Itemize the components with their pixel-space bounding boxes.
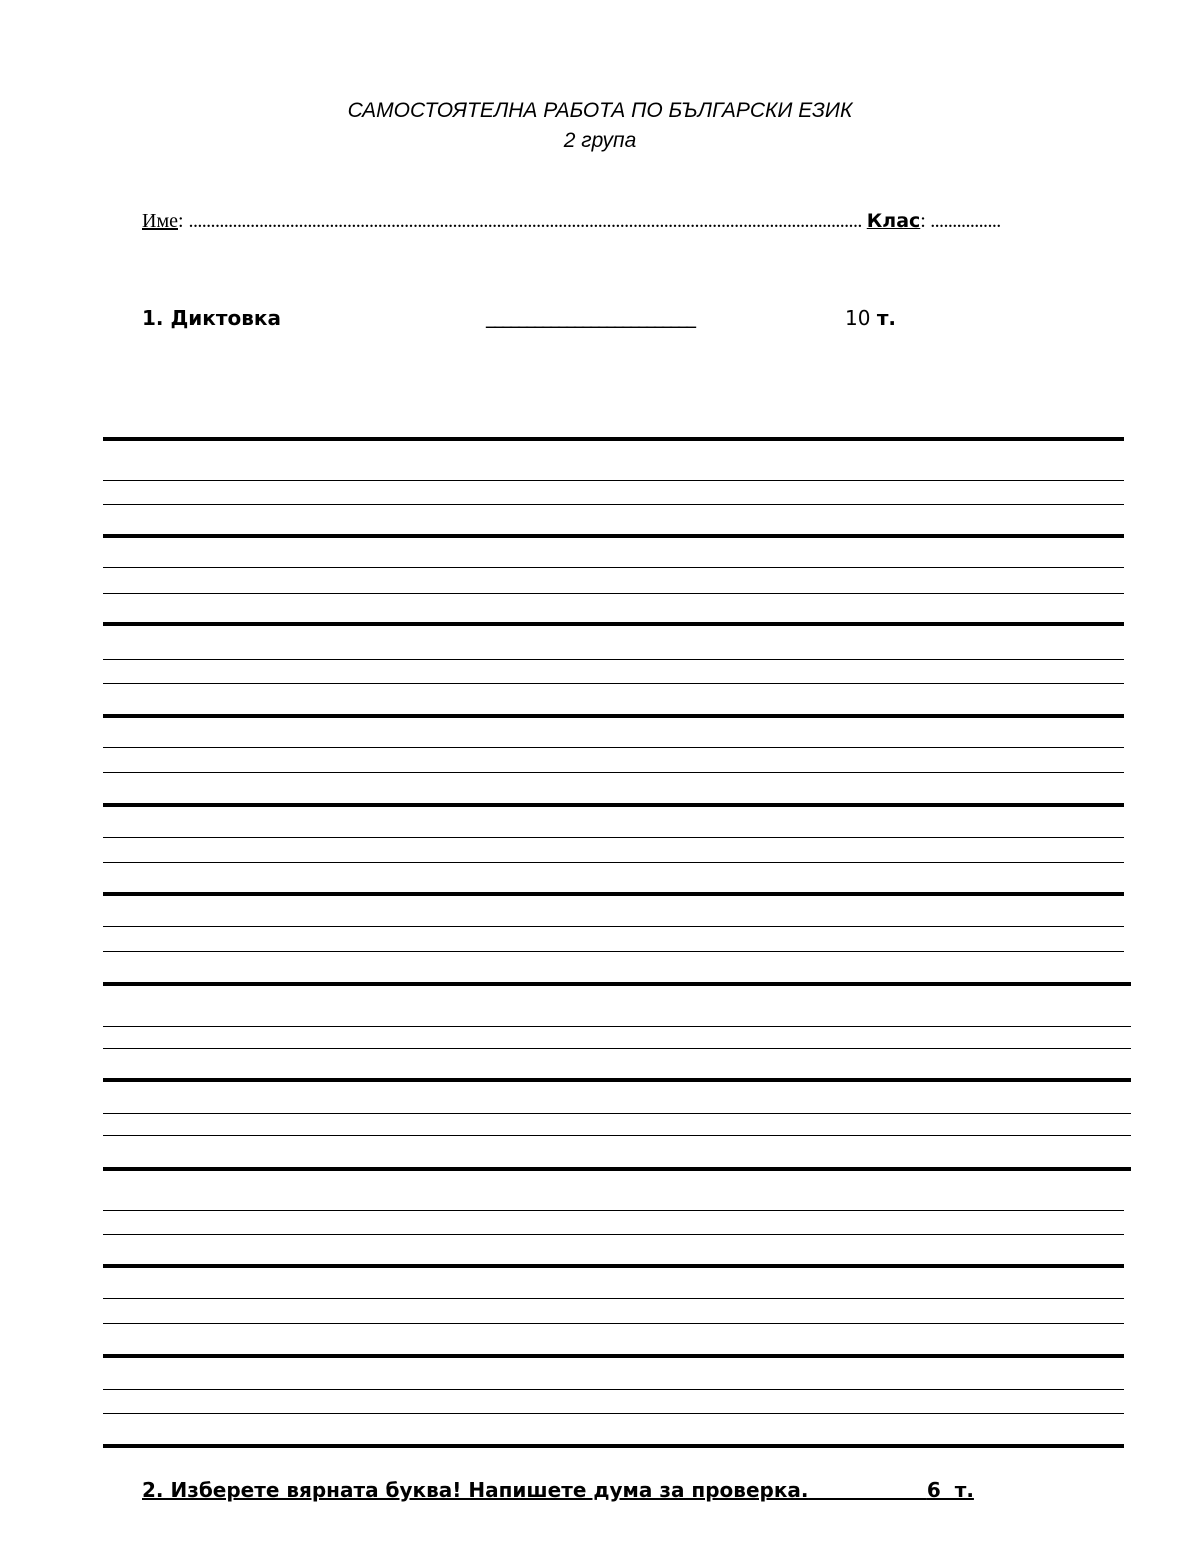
- writing-baseline-thick: [103, 622, 1124, 626]
- writing-guide-line: [103, 1135, 1131, 1136]
- writing-baseline-thick: [103, 437, 1124, 441]
- writing-baseline-thick: [103, 982, 1131, 986]
- writing-guide-line: [103, 1413, 1124, 1414]
- task2-gap: [809, 1478, 927, 1502]
- writing-guide-line: [103, 1389, 1124, 1390]
- task2-label: 2. Изберете вярната буква! Напишете дума за проверка.: [142, 1478, 809, 1502]
- class-label: Клас: [866, 210, 921, 232]
- writing-guide-line: [103, 1210, 1124, 1211]
- writing-baseline-thick: [103, 1167, 1131, 1171]
- task1-score-blank[interactable]: __________________________: [486, 304, 694, 328]
- task1-label: 1. Диктовка: [142, 306, 281, 330]
- task2-heading: [142, 1478, 974, 1502]
- writing-guide-line: [103, 1113, 1131, 1114]
- writing-guide-line: [103, 1048, 1131, 1049]
- writing-baseline-thick: [103, 892, 1124, 896]
- writing-guide-line: [103, 747, 1124, 748]
- writing-guide-line: [103, 567, 1124, 568]
- writing-guide-line: [103, 1026, 1131, 1027]
- name-colon: :: [177, 210, 184, 232]
- writing-baseline-thick: [103, 714, 1124, 718]
- writing-guide-line: [103, 1323, 1124, 1324]
- task2-points: 6 т.: [926, 1478, 974, 1502]
- writing-guide-line: [103, 837, 1124, 838]
- task1-points-value: 10: [845, 306, 871, 330]
- writing-baseline-thick: [103, 1354, 1124, 1358]
- writing-guide-line: [103, 593, 1124, 594]
- class-field[interactable]: ................: [925, 210, 1001, 232]
- writing-guide-line: [103, 504, 1124, 505]
- writing-baseline-thick: [103, 803, 1124, 807]
- writing-baseline-thick: [103, 1078, 1131, 1082]
- writing-guide-line: [103, 1298, 1124, 1299]
- writing-guide-line: [103, 480, 1124, 481]
- task1-points-unit: т.: [876, 306, 897, 330]
- writing-baseline-thick: [103, 534, 1124, 538]
- writing-guide-line: [103, 1234, 1124, 1235]
- writing-baseline-thick: [103, 1264, 1124, 1268]
- name-label: Име: [142, 210, 178, 232]
- writing-guide-line: [103, 659, 1124, 660]
- writing-guide-line: [103, 772, 1124, 773]
- writing-guide-line: [103, 683, 1124, 684]
- writing-guide-line: [103, 951, 1124, 952]
- writing-guide-line: [103, 926, 1124, 927]
- worksheet-group: 2 група: [563, 129, 637, 152]
- worksheet-title: САМОСТОЯТЕЛНА РАБОТА ПО БЪЛГАРСКИ ЕЗИК: [347, 99, 853, 122]
- writing-baseline-thick: [103, 1444, 1124, 1448]
- name-field[interactable]: .........................................................................................................................................................: [188, 210, 862, 232]
- writing-guide-line: [103, 862, 1124, 863]
- class-colon: :: [920, 210, 926, 232]
